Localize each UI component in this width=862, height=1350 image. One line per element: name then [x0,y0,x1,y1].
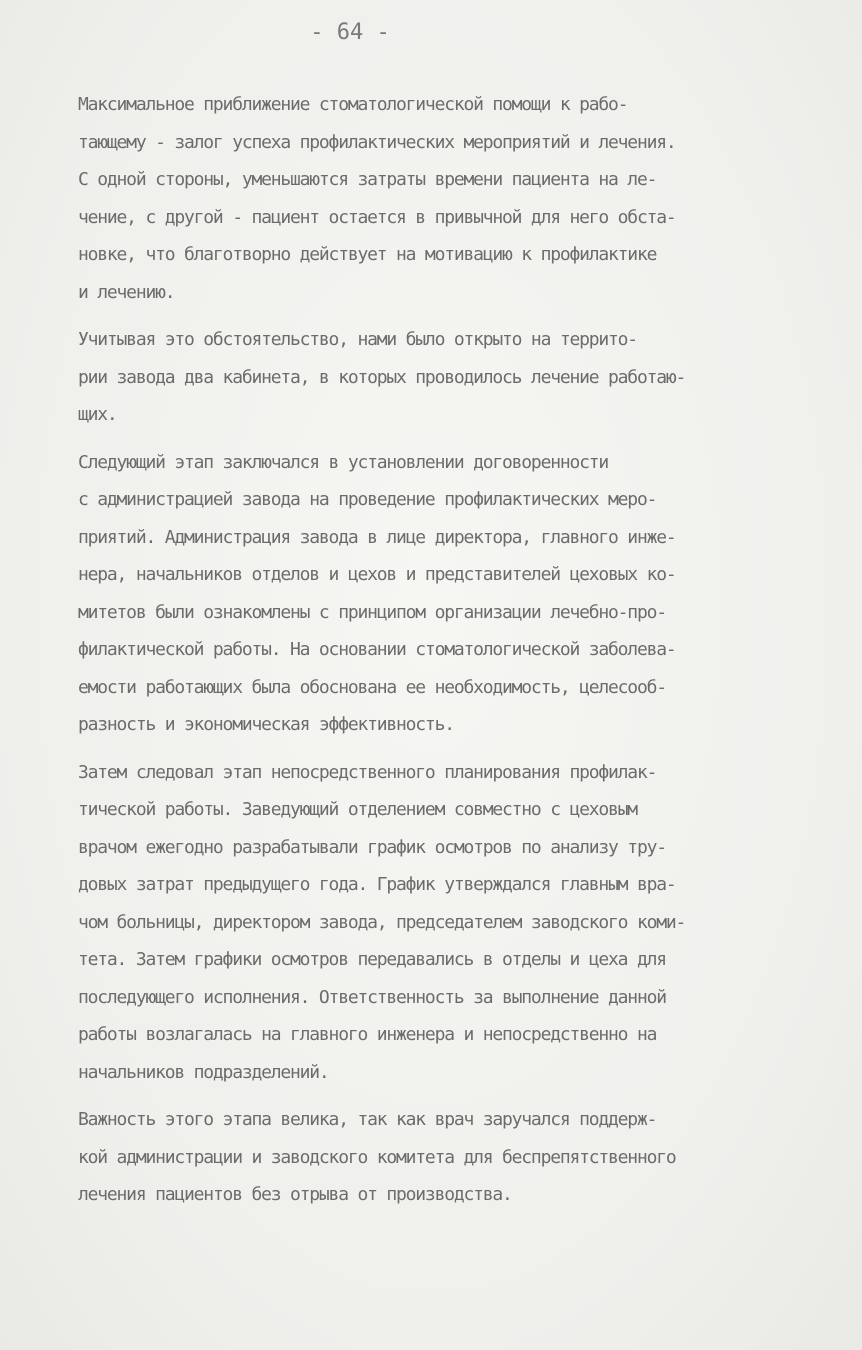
text-line: Максимальное приближение стоматологической помощи к рабо- [78,94,628,115]
text-line: приятий. Администрация завода в лице директора, главного инже- [78,526,676,548]
text-line: чом больницы, директором завода, председателем заводского коми- [78,911,686,933]
text-line: щих. [78,404,117,425]
text-line: последующего исполнения. Ответственность за выполнение данной [78,986,666,1008]
text-line: и лечению. [78,281,175,303]
text-line: новке, что благотворно действует на мотивацию к профилактике [78,244,657,265]
paragraph-4 [78,754,808,1092]
text-line: емости работающих была обоснована ее необходимость, целесооб- [78,676,666,698]
paragraph-5 [78,1101,808,1214]
text-line: тающему - залог успеха профилактических мероприятий и лечения. [78,131,676,153]
paragraph-1 [78,86,808,311]
text-line: разность и экономическая эффективность. [78,714,454,735]
text-line: с администрацией завода на проведение профилактических меро- [78,489,657,510]
text-line: кой администрации и заводского комитета для беспрепятственного [78,1146,676,1168]
text-line: Следующий этап заключался в установлении договоренности [78,451,609,473]
paragraph-3 [78,444,808,744]
text-line: нера, начальников отделов и цехов и представителей цеховых ко- [78,564,676,585]
text-line: тической работы. Заведующий отделением совместно с цеховым [78,799,637,820]
text-line: филактической работы. На основании стоматологической заболева- [78,639,676,660]
text-line: чение, с другой - пациент остается в привычной для него обста- [78,206,676,228]
text-line: Затем следовал этап непосредственного планирования профилак- [78,761,657,783]
text-line: лечения пациентов без отрыва от производства. [78,1184,512,1205]
body-text [78,86,808,1224]
text-line: Важность этого этапа велика, так как врач заручался поддерж- [78,1109,657,1130]
text-line: митетов были ознакомлены с принципом организации лечебно-про- [78,601,666,623]
text-line: тета. Затем графики осмотров передавались в отделы и цеха для [78,949,666,970]
paragraph-2 [78,321,808,434]
text-line: работы возлагалась на главного инженера и непосредственно на [78,1024,657,1045]
text-line: врачом ежегодно разрабатывали график осмотров по анализу тру- [78,836,666,858]
text-line: рии завода два кабинета, в которых проводилось лечение работаю- [78,366,686,388]
text-line: начальников подразделений. [78,1061,329,1083]
text-line: довых затрат предыдущего года. График утверждался главным вра- [78,874,676,895]
text-line: С одной стороны, уменьшаются затраты времени пациента на ле- [78,169,657,190]
page-number: - 64 - [310,20,390,45]
text-line: Учитывая это обстоятельство, нами было открыто на террито- [78,329,637,350]
